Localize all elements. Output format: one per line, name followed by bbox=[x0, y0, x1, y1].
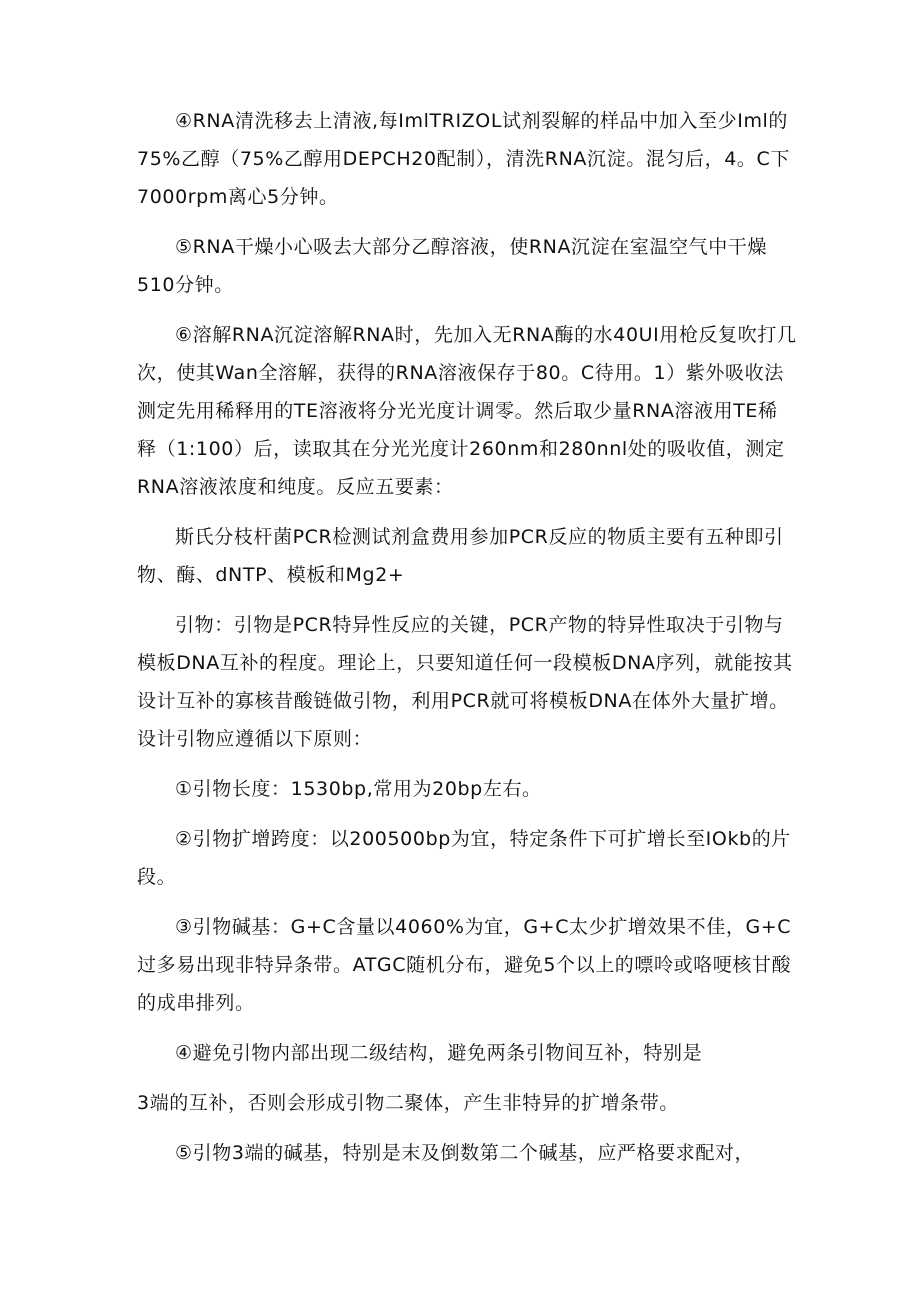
paragraph-primer-length: ①引物长度：1530bp,常用为20bp左右。 bbox=[175, 778, 542, 800]
paragraph-rna-dry: ⑤RNA干燥小心吸去大部分乙醇溶液，使RNA沉淀在室温空气中干燥510分钟。 bbox=[137, 236, 768, 296]
paragraph-primer-bases: ③引物碱基：G+C含量以4060%为宜，G+C太少扩增效果不佳，G+C过多易出现非特异条带。ATGC随机分布，避免5个以上的嘌呤或咯哽核甘酸的成串排列。 bbox=[137, 916, 792, 1014]
paragraph-rna-wash: ④RNA清洗移去上清液,每ImlTRIZOL试剂裂解的样品中加入至少Iml的75%乙醇（75%乙醇用DEPCH20配制），清洗RNA沉淀。混匀后，4。C下7000rpm离心5分钟。 bbox=[137, 110, 790, 208]
document-body bbox=[137, 102, 797, 1184]
paragraph-pcr-kit: 斯氏分枝杆菌PCR检测试剂盒费用参加PCR反应的物质主要有五种即引物、酶、dNTP、模板和Mg2+ bbox=[137, 526, 784, 586]
paragraph-primer-span: ②引物扩增跨度：以200500bp为宜，特定条件下可扩增长至IOkb的片段。 bbox=[137, 828, 791, 888]
paragraph-primer-intro: 引物：引物是PCR特异性反应的关键，PCR产物的特异性取决于引物与模板DNA互补的程度。理论上，只要知道任何一段模板DNA序列，就能按其设计互补的寡核昔酸链做引物，利用PCR就可将模板DNA在体外大量扩增。设计引物应遵循以下原则： bbox=[137, 614, 793, 750]
paragraph-rna-dissolve: ⑥溶解RNA沉淀溶解RNA时，先加入无RNA酶的水40UI用枪反复吹打几次，使其Wan全溶解，获得的RNA溶液保存于80。C待用。1）紫外吸收法测定先用稀释用的TE溶液将分光光度计调零。然后取少量RNA溶液用TE稀释（1:100）后，读取其在分光光度计260nm和280nnl处的吸收值，测定RNA溶液浓度和纯度。反应五要素： bbox=[137, 324, 797, 498]
paragraph-three-prime-complement: 3端的互补，否则会形成引物二聚体，产生非特异的扩增条带。 bbox=[137, 1092, 679, 1114]
paragraph-secondary-structure: ④避免引物内部出现二级结构，避免两条引物间互补，特别是 bbox=[175, 1042, 703, 1064]
paragraph-three-prime-bases: ⑤引物3端的碱基，特别是末及倒数第二个碱基，应严格要求配对， bbox=[175, 1142, 755, 1164]
